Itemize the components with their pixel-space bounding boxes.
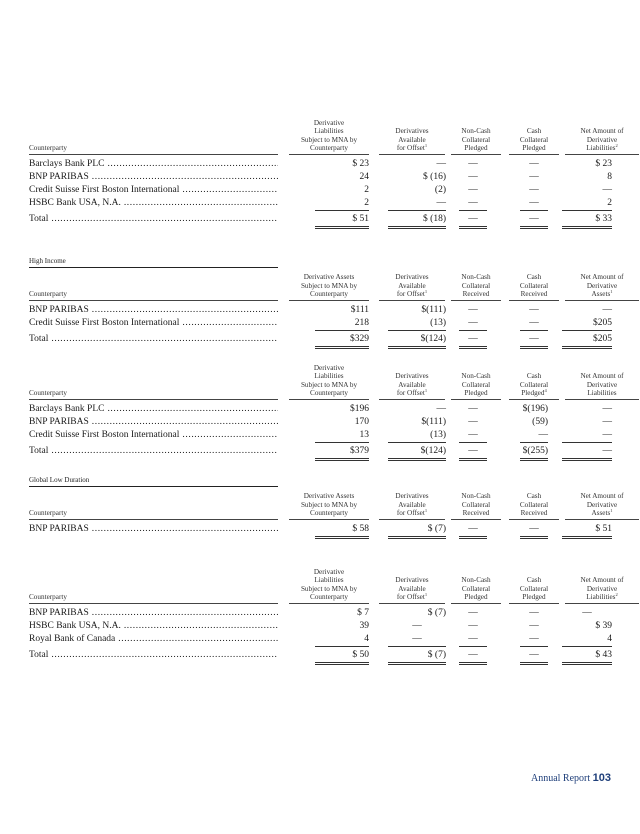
col5-header: Net Amount of Derivative Assets$^1$ [565, 273, 639, 301]
page-number: 103 [592, 772, 611, 784]
table-header [29, 490, 624, 520]
col1-header: Derivative Liabilities Subject to MNA by Counterparty [289, 364, 369, 400]
col4-header: Cash Collateral Received [509, 273, 559, 301]
col2-header: Derivatives Available for Offset$^1$ [379, 372, 445, 400]
page-footer [531, 772, 611, 784]
col5-header: Net Amount of Derivative Liabilities [565, 372, 639, 400]
table-row: Barclays Bank PLC ..... $ 23 — — — $ 23 [29, 158, 611, 171]
col1-header: Derivative Liabilities Subject to MNA by Counterparty [289, 119, 369, 155]
table-row-total: Total ..... $329 $(124) — — $205 [29, 333, 611, 346]
table-header [29, 566, 624, 604]
col4-header: Cash Collateral Received [509, 492, 559, 520]
counterparty-header: Counterparty [29, 290, 278, 301]
table-row: Credit Suisse First Boston International ..... 2 (2) — — — [29, 184, 611, 197]
table-header [29, 271, 624, 301]
col3-header: Non-Cash Collateral Received [451, 492, 501, 520]
table-row-total: Total ..... $ 51 $ (18) — — $ 33 [29, 213, 611, 226]
counterparty-header: Counterparty [29, 389, 278, 400]
counterparty-header: Counterparty [29, 144, 278, 155]
table-row: BNP PARIBAS ..... 170 $(111) — (59) — [29, 416, 611, 429]
table-row: Credit Suisse First Boston International ..... 218 (13) — — $205 [29, 317, 611, 330]
counterparty-header: Counterparty [29, 593, 278, 604]
col2-header: Derivatives Available for Offset$^1$ [379, 273, 445, 301]
table-row: HSBC Bank USA, N.A. ..... 39 — — — $ 39 [29, 620, 611, 633]
col1-header: Derivative Assets Subject to MNA by Counterparty [289, 273, 369, 301]
table-row: Barclays Bank PLC ..... $196 — — $(196) — [29, 403, 611, 416]
table-row-total: BNP PARIBAS ..... $ 58 $ (7) — — $ 51 [29, 523, 611, 536]
counterparty-header: Counterparty [29, 509, 278, 520]
table-row: HSBC Bank USA, N.A. ..... 2 — — — 2 [29, 197, 611, 210]
col3-header: Non-Cash Collateral Pledged [451, 127, 501, 155]
table-header [29, 362, 624, 400]
col5-header: Net Amount of Derivative Assets$^1$ [565, 492, 639, 520]
col5-header: Net Amount of Derivative Liabilities$^2$ [565, 576, 639, 604]
col4-header: Cash Collateral Pledged [509, 576, 559, 604]
col2-header: Derivatives Available for Offset$^1$ [379, 492, 445, 520]
footer-label: Annual Report [530, 773, 591, 784]
col4-header: Cash Collateral Pledged [509, 127, 559, 155]
col3-header: Non-Cash Collateral Received [451, 273, 501, 301]
table-row-total: Total ..... $379 $(124) — $(255) — [29, 445, 611, 458]
table-row: BNP PARIBAS ..... 24 $ (16) — — 8 [29, 171, 611, 184]
col5-header: Net Amount of Derivative Liabilities$^2$ [565, 127, 639, 155]
col2-header: Derivatives Available for Offset$^1$ [379, 576, 445, 604]
col4-header: Cash Collateral Pledged$^4$ [509, 372, 559, 400]
col3-header: Non-Cash Collateral Pledged [451, 372, 501, 400]
section-title: Global Low Duration [29, 476, 278, 487]
col3-header: Non-Cash Collateral Pledged [451, 576, 501, 604]
table-header [29, 117, 624, 155]
col2-header: Derivatives Available for Offset$^1$ [379, 127, 445, 155]
col1-header: Derivative Assets Subject to MNA by Counterparty [289, 492, 369, 520]
table-row: Credit Suisse First Boston International ..... 13 (13) — — — [29, 429, 611, 442]
col1-header: Derivative Liabilities Subject to MNA by Counterparty [289, 568, 369, 604]
table-row: Royal Bank of Canada ..... 4 — — — 4 [29, 633, 611, 646]
table-row: BNP PARIBAS ..... $111 $(111) — — — [29, 304, 611, 317]
table-row: BNP PARIBAS ..... $ 7 $ (7) — — — [29, 607, 611, 620]
section-title: High Income [29, 257, 278, 268]
table-row-total: Total ..... $ 50 $ (7) — — $ 43 [29, 649, 611, 662]
